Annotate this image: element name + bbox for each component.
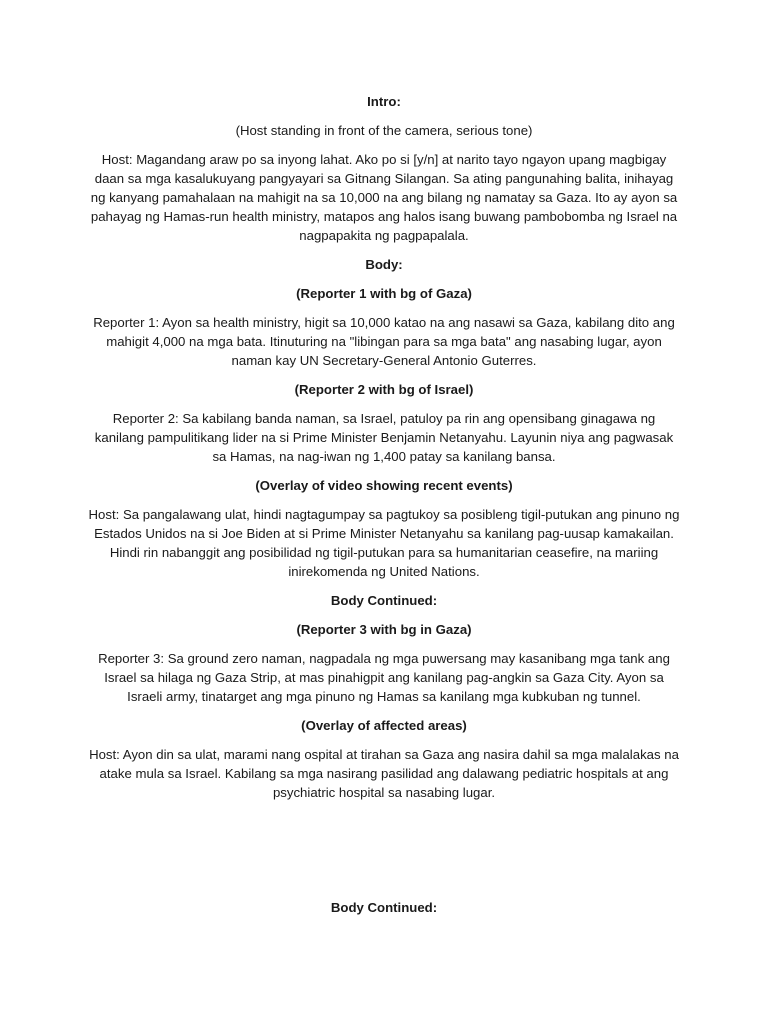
heading-overlay-video: (Overlay of video showing recent events): [255, 478, 513, 493]
heading-reporter-1: (Reporter 1 with bg of Gaza): [296, 286, 472, 301]
heading-reporter-2: (Reporter 2 with bg of Israel): [294, 382, 474, 397]
heading-intro: Intro:: [367, 94, 401, 109]
heading-reporter-3: (Reporter 3 with bg in Gaza): [296, 622, 472, 637]
host-paragraph: Host: Magandang araw po sa inyong lahat. Ako po si [y/n] at narito tayo ngayon upang magbigay daan sa mga kasalukuyang pangyayari sa Gitnang Silangan. Sa ating pangunahing balita, inihayag ng kanyang pamahalaan na mahigit na sa 10,000 na ang bilang ng namatay sa Gaza. Ito ay ayon sa pahayag ng Hamas-run health ministry, matapos ang halos isang buwang pambobomba ng Israel na nagpapakita ng pagpapalala.: [90, 152, 678, 243]
reporter-3-paragraph: Reporter 3: Sa ground zero naman, nagpadala ng mga puwersang may kasanibang mga tank ang Israel sa hilaga ng Gaza Strip, at mas pinahigpit ang kanilang pag-angkin sa Gaza City. Ayon sa Israeli army, tinatarget ang mga pinuno ng Hamas sa kanilang mga kubkuban ng tunnel.: [98, 651, 670, 704]
heading-body-continued: Body Continued:: [330, 593, 438, 608]
reporter-2-paragraph: Reporter 2: Sa kabilang banda naman, sa Israel, patuloy pa rin ang opensibang ginagawa ng kanilang pampulitikang lider na si Prime Minister Benjamin Netanyahu. Layunin niya ang pagwasak sa Hamas, na nag-iwan ng 1,400 patay sa kanilang bansa.: [94, 411, 674, 464]
heading-overlay-areas: (Overlay of affected areas): [301, 718, 467, 733]
heading-body: Body:: [365, 257, 403, 272]
stage-direction: (Host standing in front of the camera, serious tone): [235, 123, 533, 138]
reporter-1-paragraph: Reporter 1: Ayon sa health ministry, higit sa 10,000 katao na ang nasawi sa Gaza, kabilang dito ang mahigit 4,000 na mga bata. Itinuturing na "libingan para sa mga bata" ang nasabing lugar, ayon naman kay UN Secretary-General Antonio Guterres.: [93, 315, 675, 368]
script-body: [88, 92, 680, 812]
heading-body-continued-2: Body Continued:: [330, 900, 438, 915]
host-paragraph-2: Host: Sa pangalawang ulat, hindi nagtagumpay sa pagtukoy sa posibleng tigil-putukan ang pinuno ng Estados Unidos na si Joe Biden at si Prime Minister Netanyahu sa kanilang pag-uusap kamakailan. Hindi rin nabanggit ang posibilidad ng tigil-putukan para sa humanitarian ceasefire, na mariing inirekomenda ng United Nations.: [88, 507, 680, 579]
host-paragraph-3: Host: Ayon din sa ulat, marami nang ospital at tirahan sa Gaza ang nasira dahil sa mga malalakas na atake mula sa Israel. Kabilang sa mga nasirang pasilidad ang dalawang pediatric hospitals at ang psychiatric hospital sa nasabing lugar.: [89, 747, 679, 800]
